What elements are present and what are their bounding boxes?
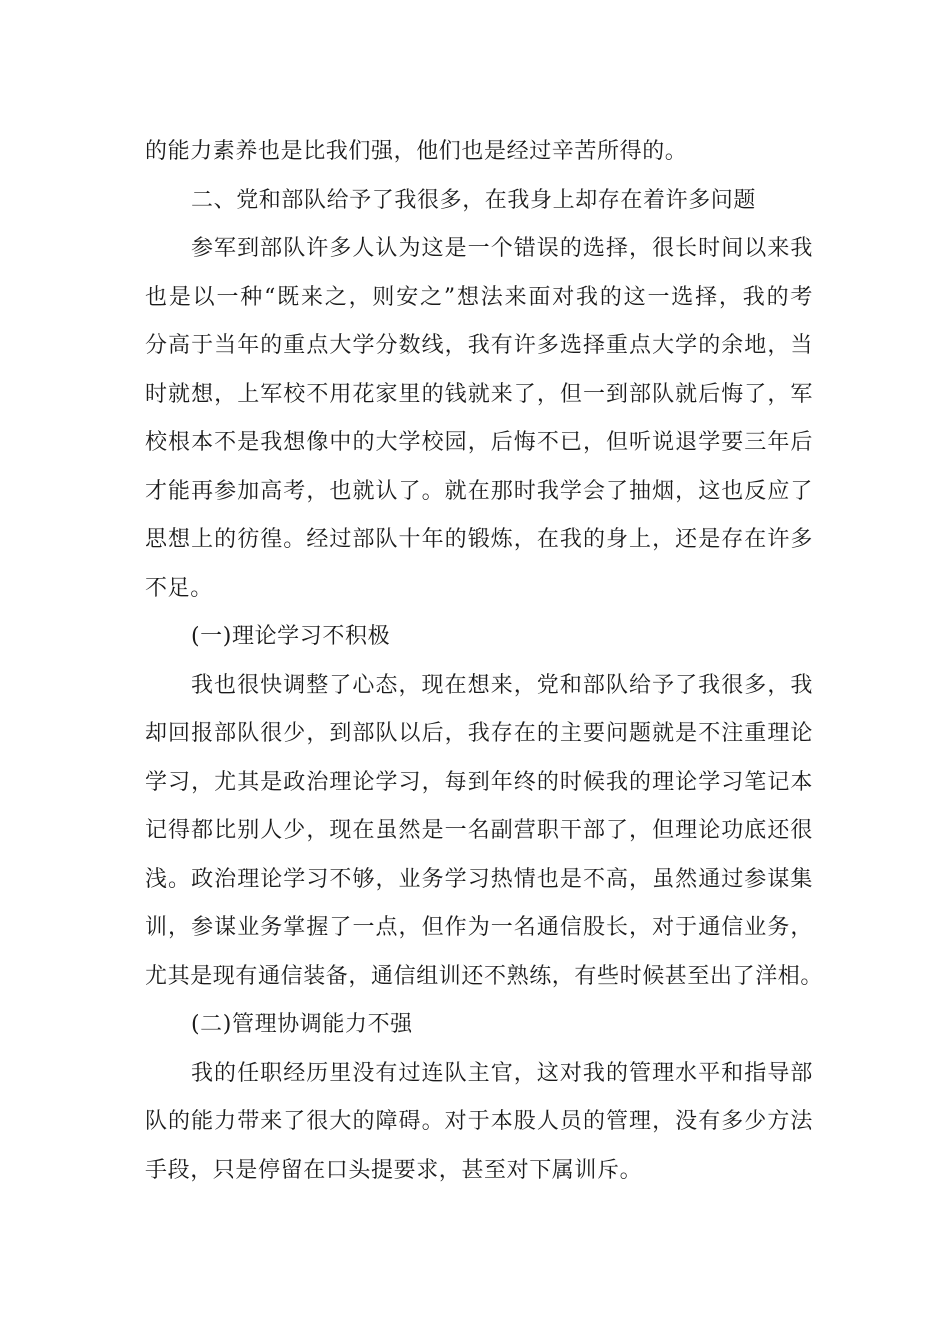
document-body xyxy=(145,128,824,1195)
text-line: 我的任职经历里没有过连队主官，这对我的管理水平和指导部 xyxy=(191,1060,813,1086)
text-line: 时就想，上军校不用花家里的钱就来了，但一到部队就后悔了，军 xyxy=(145,381,813,407)
text-line: 校根本不是我想像中的大学校园，后悔不已，但听说退学要三年后 xyxy=(145,430,813,455)
text-line: (二)管理协调能力不强 xyxy=(191,1012,413,1037)
text-line: 分高于当年的重点大学分数线，我有许多选择重点大学的余地，当 xyxy=(145,333,813,358)
text-line: 学习，尤其是政治理论学习，每到年终的时候我的理论学习笔记本 xyxy=(145,769,813,795)
text-line: 队的能力带来了很大的障碍。对于本股人员的管理，没有多少方法 xyxy=(145,1109,813,1134)
text-line: 却回报部队很少，到部队以后，我存在的主要问题就是不注重理论 xyxy=(145,721,813,746)
text-line: 训，参谋业务掌握了一点，但作为一名通信股长，对于通信业务， xyxy=(145,915,813,940)
text-line: 记得都比别人少，现在虽然是一名副营职干部了，但理论功底还很 xyxy=(145,818,813,843)
text-line: 思想上的彷徨。经过部队十年的锻炼，在我的身上，还是存在许多 xyxy=(145,527,813,552)
text-line: 不足。 xyxy=(145,575,213,601)
text-line: 才能再参加高考，也就认了。就在那时我学会了抽烟，这也反应了 xyxy=(145,478,813,504)
text-line: 也是以一种“既来之，则安之”想法来面对我的这一选择，我的考 xyxy=(145,284,813,310)
text-line: (一)理论学习不积极 xyxy=(191,624,391,649)
text-line: 浅。政治理论学习不够，业务学习热情也是不高，虽然通过参谋集 xyxy=(145,866,813,892)
text-line: 二、党和部队给予了我很多，在我身上却存在着许多问题 xyxy=(191,187,757,213)
text-line: 的能力素养也是比我们强，他们也是经过辛苦所得的。 xyxy=(145,139,688,164)
text-line: 参军到部队许多人认为这是一个错误的选择，很长时间以来我 xyxy=(191,236,813,261)
text-line: 尤其是现有通信装备，通信组训还不熟练，有些时候甚至出了洋相。 xyxy=(145,963,824,989)
text-line: 我也很快调整了心态，现在想来，党和部队给予了我很多，我 xyxy=(191,672,813,698)
text-line: 手段，只是停留在口头提要求，甚至对下属训斥。 xyxy=(145,1157,643,1183)
